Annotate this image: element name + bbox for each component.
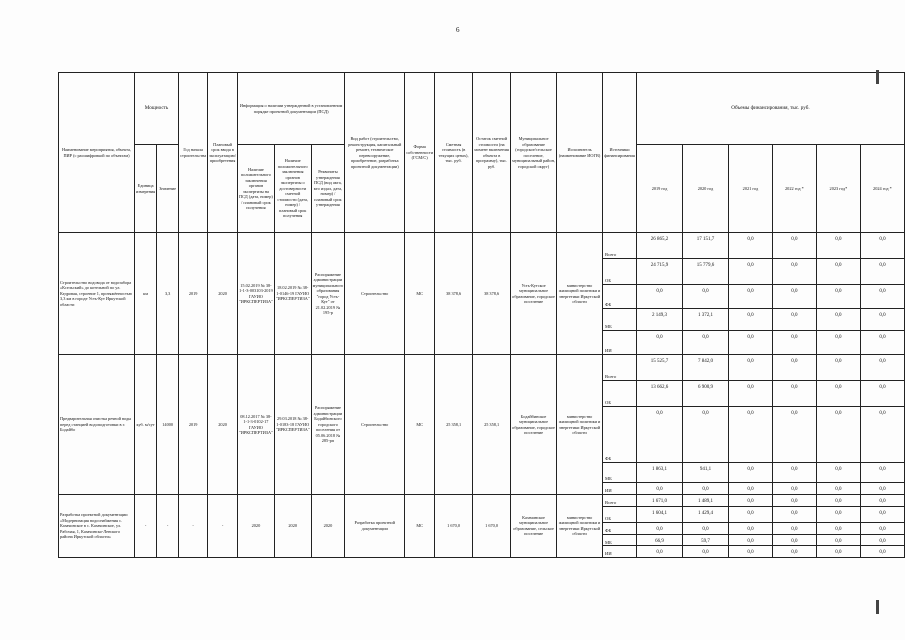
project-executor: министерство жилищной политики и энергетики Иркутской области — [557, 355, 603, 495]
funding-source-cell: Всего — [603, 495, 637, 507]
funding-value-cell: 0,0 — [683, 483, 729, 495]
funding-source-cell: ОБ — [603, 507, 637, 523]
scan-edge-mark — [876, 600, 879, 614]
funding-source-cell: ФБ — [603, 407, 637, 463]
funding-value-cell: 0,0 — [860, 259, 904, 285]
funding-value-cell: 6 900,9 — [683, 381, 729, 407]
project-unit: км — [134, 233, 156, 355]
funding-value-cell: 0,0 — [728, 523, 772, 535]
funding-value-cell: 0,0 — [860, 407, 904, 463]
hdr-executor: Исполнитель (наименование ИОГВ) — [557, 73, 603, 233]
funding-value-cell: 0,0 — [816, 407, 860, 463]
project-value: 3,3 — [157, 233, 179, 355]
hdr-psd-info: Информация о наличии утвержденной в установленном порядке проектной документации (ПСД) — [238, 73, 345, 145]
funding-value-cell: 0,0 — [728, 407, 772, 463]
funding-value-cell: 0,0 — [772, 523, 816, 535]
funding-value-cell: 0,0 — [816, 233, 860, 259]
funding-value-cell: 0,0 — [772, 233, 816, 259]
funding-value-cell: 941,1 — [683, 463, 729, 483]
project-ownership: МС — [405, 495, 435, 558]
hdr-year-2023: 2023 год* — [816, 145, 860, 233]
funding-value-cell: 0,0 — [728, 535, 772, 546]
funding-value-cell: 0,0 — [637, 331, 683, 355]
hdr-psd-approval: Реквизиты утверждения ПСД (вид акта, кто издал, дата, номер) / плановый срок утверждения — [311, 145, 345, 233]
funding-value-cell: 0,0 — [772, 495, 816, 507]
project-executor: министерство жилищной политики и энергетики Иркутской области — [557, 495, 603, 558]
funding-value-cell: 0,0 — [860, 285, 904, 309]
funding-value-cell: 17 151,7 — [683, 233, 729, 259]
project-remaining-cost: 25 358,1 — [473, 355, 511, 495]
funding-value-cell: 0,0 — [860, 523, 904, 535]
table-body — [59, 73, 905, 558]
funding-value-cell: 0,0 — [728, 355, 772, 381]
project-unit: - — [134, 495, 156, 558]
header-row-1 — [59, 73, 905, 145]
scan-edge-mark — [876, 70, 879, 84]
table-row — [59, 495, 905, 507]
funding-value-cell: 26 865,2 — [637, 233, 683, 259]
project-value: 14000 — [157, 355, 179, 495]
funding-value-cell: 1 604,1 — [637, 507, 683, 523]
page-number: 6 — [456, 26, 460, 34]
funding-value-cell: 1 429,4 — [683, 507, 729, 523]
funding-value-cell: 0,0 — [772, 381, 816, 407]
hdr-capacity: Мощность — [134, 73, 178, 145]
funding-value-cell: 0,0 — [772, 259, 816, 285]
funding-value-cell: 0,0 — [772, 463, 816, 483]
project-year-end: - — [208, 495, 238, 558]
project-ownership: МС — [405, 355, 435, 495]
project-work-type: Строительство — [345, 355, 405, 495]
funding-source-cell: МБ — [603, 535, 637, 546]
hdr-ownership: Форма собственности (ГСМ/С) — [405, 73, 435, 233]
hdr-value: Значение — [157, 145, 179, 233]
funding-value-cell: 0,0 — [728, 507, 772, 523]
project-remaining-cost: 38 378,6 — [473, 233, 511, 355]
hdr-unit: Единица измерения — [134, 145, 156, 233]
funding-value-cell: 0,0 — [816, 523, 860, 535]
project-municipality: Казачинское муниципальное образование, сельское поселение — [511, 495, 557, 558]
project-municipality: Бодайбинское муниципальное образование, городское поселение — [511, 355, 557, 495]
hdr-year-2024: 2024 год * — [860, 145, 904, 233]
funding-value-cell: 0,0 — [816, 535, 860, 546]
funding-value-cell: 0,0 — [816, 381, 860, 407]
project-psd-cost-conclusion: 2020 — [274, 495, 311, 558]
hdr-year-2022: 2022 год * — [772, 145, 816, 233]
funding-value-cell: 0,0 — [816, 463, 860, 483]
funding-source-cell: ИИ — [603, 546, 637, 557]
funding-value-cell: 0,0 — [816, 309, 860, 331]
funding-value-cell: 0,0 — [772, 546, 816, 557]
project-value: - — [157, 495, 179, 558]
project-psd-approval: Распоряжение администрации Бодайбинского городского поселения от 05.06.2018 № 285-рп — [311, 355, 345, 495]
hdr-funding-volume: Объемы финансирования, тыс. руб. — [637, 73, 905, 145]
project-year-end: 2020 — [208, 233, 238, 355]
funding-value-cell: 0,0 — [728, 259, 772, 285]
funding-source-cell: Всего — [603, 233, 637, 259]
funding-value-cell: 0,0 — [772, 535, 816, 546]
hdr-psd-conclusion: Наличие положительного заключения органов экспертизы на ПСД (дата, номер) / плановый срок получения — [238, 145, 275, 233]
funding-value-cell: 0,0 — [772, 483, 816, 495]
funding-value-cell: 0,0 — [637, 523, 683, 535]
funding-source-cell: ИИ — [603, 483, 637, 495]
project-work-type: Строительство — [345, 233, 405, 355]
funding-value-cell: 2 149,3 — [637, 309, 683, 331]
funding-value-cell: 0,0 — [860, 495, 904, 507]
funding-source-cell: ИИ — [603, 331, 637, 355]
funding-value-cell: 0,0 — [728, 495, 772, 507]
funding-value-cell: 0,0 — [816, 331, 860, 355]
project-psd-cost-conclusion: 29.03.2018 № 38-1-0183-18 ГАУИО "ИРКСПЕРТИЗА" — [274, 355, 311, 495]
project-psd-conclusion: 08.12.2017 № 38-1-1-3-0102-17 ГАУИО "ИРКСПЕРТИЗА" — [238, 355, 275, 495]
funding-value-cell: 0,0 — [728, 331, 772, 355]
funding-value-cell: 24 715,9 — [637, 259, 683, 285]
table-row — [59, 233, 905, 259]
hdr-year-2019: 2019 год — [637, 145, 683, 233]
funding-value-cell: 0,0 — [683, 546, 729, 557]
funding-source-cell: ОБ — [603, 259, 637, 285]
funding-value-cell: 0,0 — [860, 535, 904, 546]
project-psd-approval: Распоряжение администрации муниципального образования "город Усть-Кут" от 21.02.2019 № 195-р — [311, 233, 345, 355]
hdr-remaining-cost: Остаток сметной стоимости (на момент включения объекта в программу), тыс. руб. — [473, 73, 511, 233]
hdr-name: Наименование мероприятия, объекта, ПИР (с расшифровкой по объектам) — [59, 73, 135, 233]
funding-value-cell: 0,0 — [860, 507, 904, 523]
project-psd-conclusion: 15.02.2019 № 38-1-1-3-003103-2019 ГАУИО "ИРКСПЕРТИЗА" — [238, 233, 275, 355]
project-work-type: Разработка проектной документации — [345, 495, 405, 558]
hdr-psd-cost-conclusion: Наличие положительного заключения органов экспертизы о достоверности сметной стоимости (дата, номер) / плановый срок получения — [274, 145, 311, 233]
funding-value-cell: 0,0 — [728, 285, 772, 309]
funding-source-cell: ОБ — [603, 381, 637, 407]
funding-value-cell: 0,0 — [772, 355, 816, 381]
project-name: Предварительная очистка речной воды перед станцией водоподготовки в г. Бодайбо — [59, 355, 135, 495]
funding-value-cell: 66,9 — [637, 535, 683, 546]
funding-value-cell: 13 662,6 — [637, 381, 683, 407]
hdr-year-2020: 2020 год — [683, 145, 729, 233]
funding-value-cell: 1 863,1 — [637, 463, 683, 483]
funding-value-cell: 0,0 — [860, 546, 904, 557]
funding-source-cell: ФБ — [603, 285, 637, 309]
project-municipality: Усть-Кутское муниципальное образование, городское поселение — [511, 233, 557, 355]
funding-value-cell: 0,0 — [728, 309, 772, 331]
hdr-estimated-cost: Сметная стоимость (в текущих ценах), тыс. руб. — [435, 73, 473, 233]
funding-value-cell: 0,0 — [637, 546, 683, 557]
funding-value-cell: 0,0 — [637, 407, 683, 463]
funding-value-cell: 0,0 — [860, 463, 904, 483]
funding-value-cell: 0,0 — [860, 331, 904, 355]
hdr-work-type: Вид работ (строительство, реконструкция, капитальный ремонт, техническое перевооружение, приобретение, разработка проектной документации) — [345, 73, 405, 233]
funding-value-cell: 15 525,7 — [637, 355, 683, 381]
table-row — [59, 355, 905, 381]
project-estimated-cost: 25 358,1 — [435, 355, 473, 495]
funding-value-cell: 1 372,1 — [683, 309, 729, 331]
funding-value-cell: 0,0 — [860, 355, 904, 381]
project-name: Разработка проектной документации «Модернизация водоснабжения с. Казачинское в с. Казачинское, ул. Рабочая, 1, Казачинско-Ленского района Иркутской области» — [59, 495, 135, 558]
hdr-funding-sources: Источники финансирования — [603, 73, 637, 233]
project-psd-cost-conclusion: 18.02.2019 № 38-1-0146-19 ГАУИО "ИРКСПЕРТИЗА" — [274, 233, 311, 355]
funding-value-cell: 0,0 — [816, 546, 860, 557]
project-psd-approval: 2020 — [311, 495, 345, 558]
funding-value-cell: 7 842,0 — [683, 355, 729, 381]
funding-value-cell: 0,0 — [816, 285, 860, 309]
funding-value-cell: 0,0 — [683, 285, 729, 309]
project-name: Строительство водовода от водозабора «Ксельский» до котельной по ул. Кедровая, строение 1, протяжённостью 3,3 км в городе Усть-Кут Иркутской области — [59, 233, 135, 355]
funding-value-cell: 0,0 — [683, 523, 729, 535]
funding-value-cell: 0,0 — [860, 483, 904, 495]
project-year-end: 2020 — [208, 355, 238, 495]
project-executor: министерство жилищной политики и энергетики Иркутской области — [557, 233, 603, 355]
funding-value-cell: 0,0 — [728, 233, 772, 259]
funding-value-cell: 0,0 — [683, 407, 729, 463]
funding-value-cell: 0,0 — [860, 381, 904, 407]
funding-value-cell: 0,0 — [772, 407, 816, 463]
funding-source-cell: Всего — [603, 355, 637, 381]
project-remaining-cost: 1 670,0 — [473, 495, 511, 558]
hdr-municipality: Муниципальное образование (городское/сельское поселение, муниципальный район, городской округ) — [511, 73, 557, 233]
funding-source-cell: МБ — [603, 463, 637, 483]
funding-value-cell: 0,0 — [772, 331, 816, 355]
hdr-year-2021: 2021 год — [728, 145, 772, 233]
project-estimated-cost: 1 670,0 — [435, 495, 473, 558]
funding-value-cell: 0,0 — [728, 381, 772, 407]
funding-value-cell: 59,7 — [683, 535, 729, 546]
funding-value-cell: 0,0 — [816, 483, 860, 495]
project-year-start: 2019 — [179, 355, 208, 495]
funding-value-cell: 0,0 — [860, 309, 904, 331]
funding-value-cell: 0,0 — [637, 483, 683, 495]
funding-value-cell: 15 779,6 — [683, 259, 729, 285]
project-year-start: 2019 — [179, 233, 208, 355]
funding-table — [58, 72, 905, 558]
funding-value-cell: 0,0 — [860, 233, 904, 259]
project-year-start: - — [179, 495, 208, 558]
hdr-year-end: Плановый срок ввода в эксплуатацию/ приобретения — [208, 73, 238, 233]
project-estimated-cost: 38 378,6 — [435, 233, 473, 355]
funding-value-cell: 0,0 — [728, 483, 772, 495]
funding-value-cell: 0,0 — [683, 331, 729, 355]
project-unit: куб. м/сут — [134, 355, 156, 495]
project-ownership: МС — [405, 233, 435, 355]
funding-value-cell: 0,0 — [637, 285, 683, 309]
funding-value-cell: 0,0 — [772, 285, 816, 309]
funding-value-cell: 1 671,0 — [637, 495, 683, 507]
funding-value-cell: 1 489,1 — [683, 495, 729, 507]
funding-value-cell: 0,0 — [816, 259, 860, 285]
project-psd-conclusion: 2020 — [238, 495, 275, 558]
funding-value-cell: 0,0 — [772, 507, 816, 523]
funding-value-cell: 0,0 — [728, 546, 772, 557]
funding-value-cell: 0,0 — [816, 355, 860, 381]
funding-source-cell: ФБ — [603, 523, 637, 535]
funding-source-cell: МБ — [603, 309, 637, 331]
funding-value-cell: 0,0 — [816, 495, 860, 507]
funding-value-cell: 0,0 — [772, 309, 816, 331]
hdr-year-start: Год начала строительства — [179, 73, 208, 233]
funding-value-cell: 0,0 — [816, 507, 860, 523]
funding-value-cell: 0,0 — [728, 463, 772, 483]
